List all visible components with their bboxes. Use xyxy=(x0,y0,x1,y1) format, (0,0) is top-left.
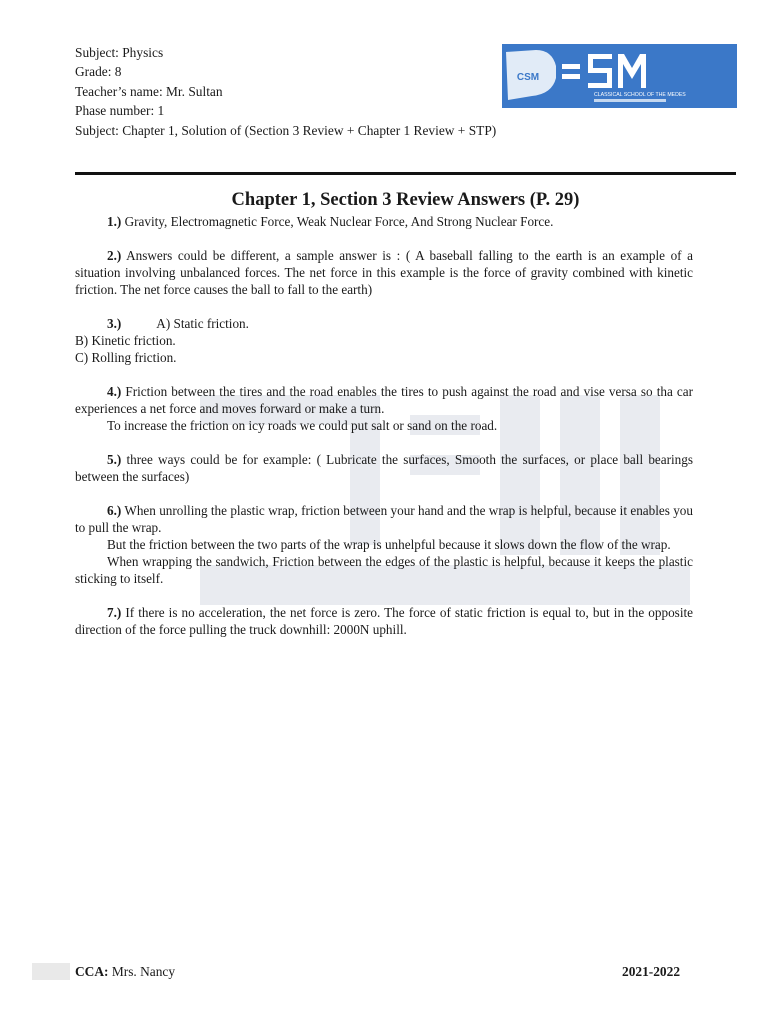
grade-line: Grade: 8 xyxy=(75,64,122,80)
answer-3-option-c: C) Rolling friction. xyxy=(75,350,177,365)
answers-list xyxy=(75,213,693,638)
subject-detail-line: Subject: Chapter 1, Solution of (Section 3 Review + Chapter 1 Review + STP) xyxy=(75,122,497,138)
answer-text: Friction between the tires and the road enables the tires to push against the road and vise versa so tha car experiences a net force and moves forward or make a turn. xyxy=(75,384,693,416)
answer-7 xyxy=(75,604,693,638)
subject-line: Subject: Physics xyxy=(75,45,164,60)
answer-text: Gravity, Electromagnetic Force, Weak Nuclear Force, And Strong Nuclear Force. xyxy=(121,214,554,229)
answer-number: 2.) xyxy=(107,248,122,263)
document-title: Chapter 1, Section 3 Review Answers (P. 29) xyxy=(231,190,580,210)
answer-text: If there is no acceleration, the net force is zero. The force of static friction is equal to, but in the opposite direction of the force pulling the truck downhill: 2000N uphill. xyxy=(75,605,693,637)
answer-1 xyxy=(75,213,693,230)
answer-text: Answers could be different, a sample answer is : ( A baseball falling to the earth is an example of a situation involving unbalanced forces. The net force in this example is the force of gravity combined with kinetic friction. The net force causes the ball to fall to the earth) xyxy=(75,248,693,297)
phase-line: Phase number: 1 xyxy=(75,103,165,119)
answer-text: three ways could be for example: ( Lubricate the surfaces, Smooth the surfaces, or place ball bearings between the surfaces) xyxy=(75,452,693,484)
answer-text: When unrolling the plastic wrap, friction between your hand and the wrap is helpful, because it enables you to pull the wrap. xyxy=(75,503,693,535)
document-header-info xyxy=(75,43,496,140)
answer-6 xyxy=(75,502,693,536)
answer-number: 6.) xyxy=(107,503,122,518)
answer-4 xyxy=(75,383,693,417)
footer-cca-name: Mrs. Nancy xyxy=(108,964,176,979)
answer-6-extra-2: When wrapping the sandwich, Friction between the edges of the plastic is helpful, because it keeps the plastic sticking to itself. xyxy=(75,554,693,586)
logo-school-name: CLASSICAL SCHOOL OF THE MEDES xyxy=(594,92,686,98)
footer-year: 2021-2022 xyxy=(622,964,681,979)
logo-wordmark: CSM xyxy=(516,72,540,83)
answer-option-a: A) Static friction. xyxy=(156,316,249,331)
school-logo xyxy=(502,44,737,108)
answer-6-extra-1: But the friction between the two parts of the wrap is unhelpful because it slows down the flow of the wrap. xyxy=(107,537,671,552)
answer-2 xyxy=(75,247,693,298)
school-logo-graphic xyxy=(502,44,737,108)
footer-cca-label: CCA: xyxy=(75,964,109,979)
answer-3-option-b: B) Kinetic friction. xyxy=(75,333,176,348)
footer-cca xyxy=(75,964,175,980)
answer-number: 3.) xyxy=(107,316,122,331)
answer-4-extra: To increase the friction on icy roads we could put salt or sand on the road. xyxy=(107,418,498,433)
answer-number: 5.) xyxy=(107,452,122,467)
answer-number: 1.) xyxy=(107,214,122,229)
answer-5 xyxy=(75,451,693,485)
footer-marker xyxy=(32,963,70,980)
header-divider xyxy=(75,172,736,175)
answer-number: 7.) xyxy=(107,605,122,620)
answer-number: 4.) xyxy=(107,384,122,399)
teacher-line: Teacher’s name: Mr. Sultan xyxy=(75,83,223,99)
answer-3 xyxy=(75,315,693,332)
